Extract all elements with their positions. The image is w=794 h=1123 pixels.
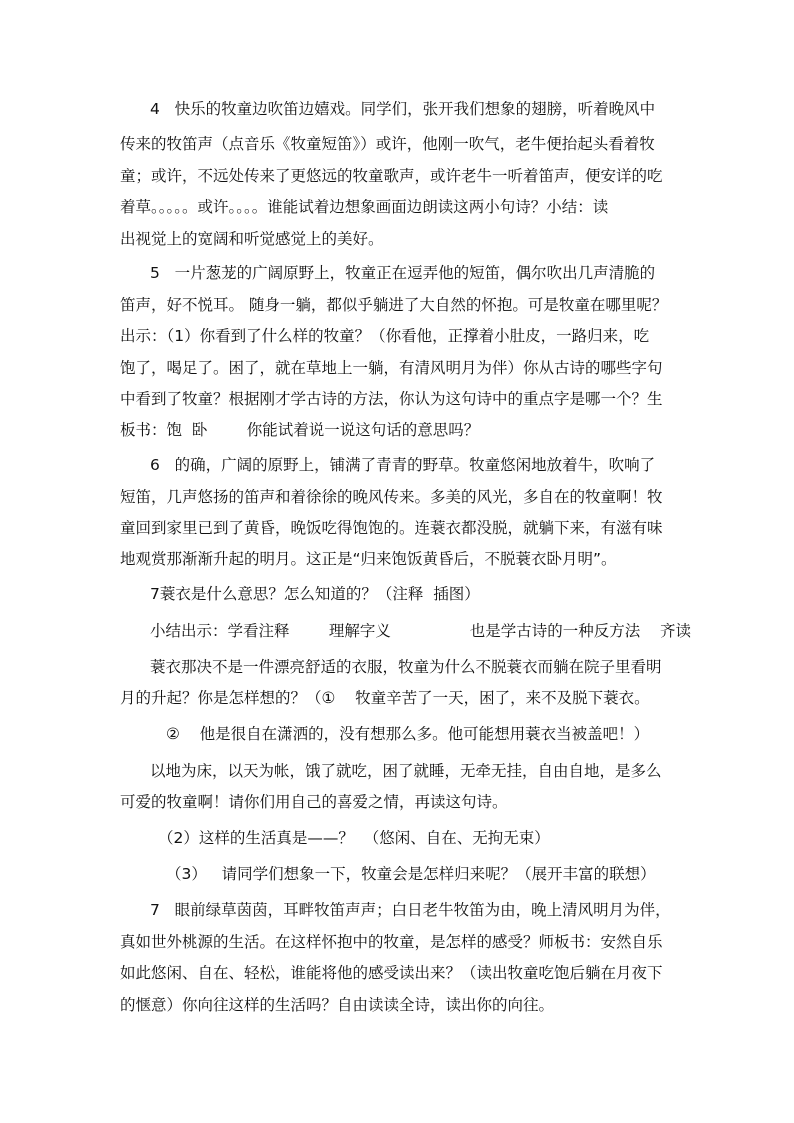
text-line: 的惬意）你向往这样的生活吗？自由读读全诗，读出你的向往。 — [120, 996, 555, 1014]
text-line: 以地为床，以天为帐，饿了就吃，困了就睡，无牵无挂，自由自地，是多么 — [150, 762, 662, 780]
text-line: 5 一片葱茏的广阔原野上，牧童正在逗弄他的短笛，偶尔吹出几声清脆的 — [150, 264, 656, 282]
text-line: 童；或许，不远处传来了更悠远的牧童歌声，或许老牛一听着笛声，便安详的吃 — [120, 167, 663, 185]
text-line: 小结出示：学看注释 理解字义 也是学古诗的一种反方法 齐读 — [150, 622, 691, 640]
text-line: （3） 请同学们想象一下，牧童会是怎样归来呢？（展开丰富的联想） — [166, 865, 656, 883]
text-line: 出示：（1）你看到了什么样的牧童？（你看他，正撑着小肚皮，一路归来，吃 — [120, 327, 650, 345]
text-line: 童回到家里已到了黄昏，晚饭吃得饱饱的。连蓑衣都没脱，就躺下来，有滋有味 — [120, 519, 663, 537]
text-line: （2）这样的生活真是——？ （悠闲、自在、无拘无束） — [158, 829, 550, 847]
text-line: 6 的确，广阔的原野上，铺满了青青的野草。牧童悠闲地放着牛，吹响了 — [150, 456, 656, 474]
text-line: 7蓑衣是什么意思？怎么知道的？（注释 插图） — [150, 585, 480, 603]
text-line: 饱了，喝足了。困了，就在草地上一躺，有清风明月为伴）你从古诗的哪些字句 — [120, 359, 663, 377]
text-line: 蓑衣那决不是一件漂亮舒适的衣服，牧童为什么不脱蓑衣而躺在院子里看明 — [150, 658, 662, 676]
text-line: 着草。。。。。或许。。。。谁能试着边想象画面边朗读这两小句诗？小结：读 — [120, 198, 609, 216]
text-line: 真如世外桃源的生活。在这样怀抱中的牧童，是怎样的感受？师板书：安然自乐 — [120, 933, 663, 951]
text-line: 出视觉上的宽阔和听觉感觉上的美好。 — [120, 230, 384, 248]
text-line: 如此悠闲、自在、轻松，谁能将他的感受读出来？（读出牧童吃饱后躺在月夜下 — [120, 964, 663, 982]
text-line: 传来的牧笛声（点音乐《牧童短笛》）或许，他刚一吹气，老牛便抬起头看着牧 — [120, 135, 655, 153]
text-line: 中看到了牧童？根据刚才学古诗的方法，你认为这句诗中的重点字是哪一个？生 — [120, 390, 663, 408]
text-line: 4 快乐的牧童边吹笛边嬉戏。同学们，张开我们想象的翅膀，听着晚风中 — [150, 100, 656, 118]
text-line: 笛声，好不悦耳。 随身一躺，都似乎躺进了大自然的怀抱。可是牧童在哪里呢？ — [120, 296, 668, 314]
text-line: 7 眼前绿草茵茵，耳畔牧笛声声；白日老牛牧笛为由，晚上清风明月为伴， — [150, 901, 671, 919]
text-line: 可爱的牧童啊！请你们用自己的喜爱之情，再读这句诗。 — [120, 793, 508, 811]
text-line: 地观赏那渐渐升起的明月。这正是“归来饱饭黄昏后，不脱蓑衣卧月明”。 — [120, 550, 617, 568]
text-line: 月的升起？你是怎样想的？（① 牧童辛苦了一天，困了，来不及脱下蓑衣。 — [120, 689, 650, 707]
text-line: 板书：饱 卧 你能试着说一说这句话的意思吗？ — [120, 421, 480, 439]
text-line: ② 他是很自在潇洒的，没有想那么多。他可能想用蓑衣当被盖吧！） — [166, 725, 650, 743]
text-line: 短笛，几声悠扬的笛声和着徐徐的晚风传来。多美的风光，多自在的牧童啊！牧 — [120, 488, 663, 506]
